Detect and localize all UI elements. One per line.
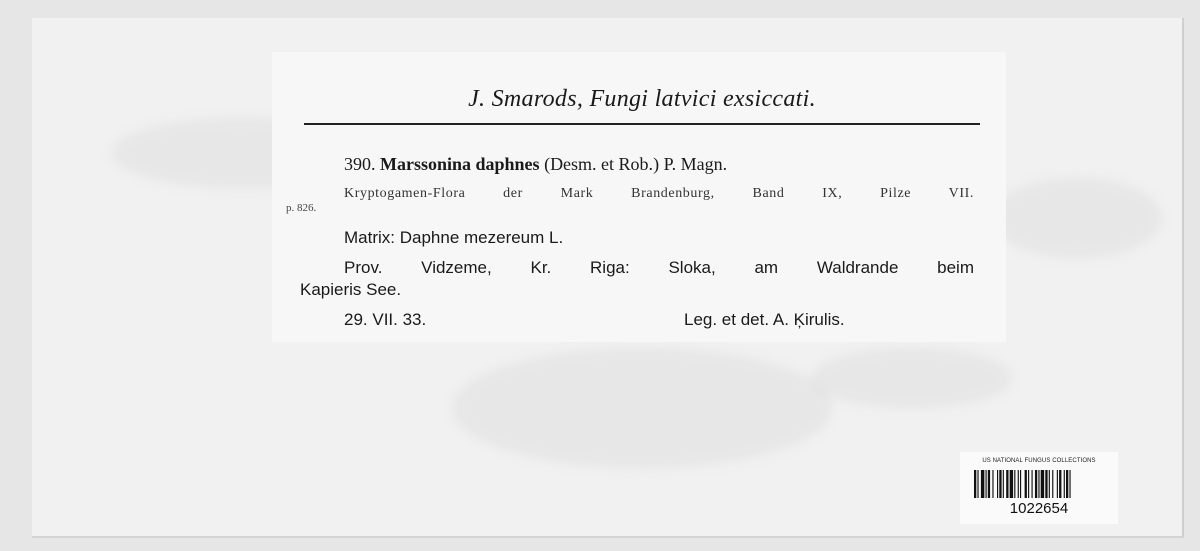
- barcode-bar: [977, 470, 978, 498]
- label-title: J. Smarods, Fungi latvici exsiccati.: [468, 86, 816, 112]
- barcode-bar: [997, 470, 998, 498]
- barcode-bar: [1038, 470, 1039, 498]
- barcode-bar: [992, 470, 993, 498]
- barcode-bar: [1052, 470, 1053, 498]
- barcode-bar: [1032, 470, 1033, 498]
- specimen-label: [272, 52, 1006, 342]
- barcode-bar: [1069, 470, 1070, 498]
- exsiccata-number: 390.: [344, 154, 376, 174]
- barcode-bar: [981, 470, 984, 498]
- species-line: [344, 154, 727, 175]
- locality-line-1: Prov. Vidzeme, Kr. Riga: Sloka, am Waldrande beim: [344, 258, 974, 277]
- barcode-header: US NATIONAL FUNGUS COLLECTIONS: [982, 458, 1096, 464]
- collector-line: Leg. et det. A. Ķirulis.: [684, 310, 845, 329]
- barcode-bar: [1041, 470, 1044, 498]
- barcode-bar: [1025, 470, 1027, 498]
- specimen-shadow: [452, 348, 832, 468]
- literature-reference: Kryptogamen-Flora der Mark Brandenburg, Band IX, Pilze VII.: [344, 186, 974, 201]
- authority-inner: Desm. et Rob.: [550, 154, 654, 174]
- barcode-bar: [1057, 470, 1058, 498]
- barcode-label: [960, 452, 1118, 524]
- barcode-bars: [974, 470, 1104, 498]
- locality-line-2: Kapieris See.: [300, 280, 402, 299]
- barcode-bar: [1028, 470, 1029, 498]
- barcode-bar: [1006, 470, 1008, 498]
- reference-pages: p. 826.: [286, 202, 317, 214]
- barcode-bar: [999, 470, 1001, 498]
- species-name: Marssonina daphnes: [380, 154, 540, 174]
- barcode-bar: [1049, 470, 1050, 498]
- authority-close: ): [653, 154, 660, 174]
- authority-combiner: P. Magn.: [663, 154, 728, 174]
- barcode-bar: [1020, 470, 1021, 498]
- barcode-number: 1022654: [1009, 500, 1069, 517]
- barcode-bar: [974, 470, 976, 498]
- barcode-bar: [986, 470, 987, 498]
- barcode-bar: [1010, 470, 1013, 498]
- barcode-bar: [1066, 470, 1068, 498]
- collection-date: 29. VII. 33.: [344, 310, 427, 329]
- barcode-bar: [1003, 470, 1004, 498]
- barcode-bar: [1018, 470, 1019, 498]
- title-rule: [304, 123, 980, 125]
- barcode-bar: [1014, 470, 1015, 498]
- authority-open: (: [544, 154, 551, 174]
- specimen-shadow: [992, 178, 1162, 258]
- barcode-bar: [1064, 470, 1065, 498]
- matrix-line: Matrix: Daphne mezereum L.: [344, 228, 564, 247]
- barcode-bar: [988, 470, 990, 498]
- barcode-bar: [1045, 470, 1047, 498]
- barcode-bar: [1059, 470, 1061, 498]
- barcode-bar: [1035, 470, 1037, 498]
- specimen-shadow: [812, 348, 1012, 408]
